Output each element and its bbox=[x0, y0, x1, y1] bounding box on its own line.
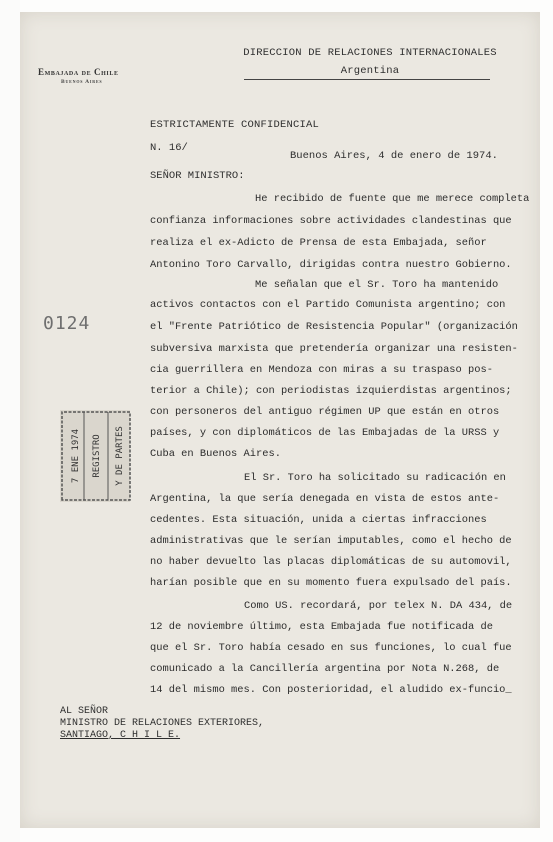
body-line: Me señalan que el Sr. Toro ha mantenido bbox=[255, 279, 499, 291]
body-line: terior a Chile); con periodistas izquierdistas argentinos; bbox=[150, 385, 512, 397]
body-line: con personeros del antiguo régimen UP que están en otros bbox=[150, 406, 500, 418]
body-line: confianza informaciones sobre actividades clandestinas que bbox=[150, 215, 512, 227]
stamp-text-date: 7 ENE 1974 bbox=[71, 428, 81, 484]
body-line: harían posible que en su momento fuera expulsado del país. bbox=[150, 577, 512, 589]
body-line: He recibido de fuente que me merece completa bbox=[255, 193, 530, 205]
letterhead-line-1: DIRECCION DE RELACIONES INTERNACIONALES bbox=[243, 47, 497, 59]
body-line: activos contactos con el Partido Comunista argentino; con bbox=[150, 299, 506, 311]
body-line: cedentes. Esta situación, unida a ciertas infracciones bbox=[150, 514, 487, 526]
body-line: países, y con diplomáticos de las Embajadas de la URSS y bbox=[150, 427, 500, 439]
page-margin bbox=[0, 0, 20, 842]
document-date: Buenos Aires, 4 de enero de 1974. bbox=[290, 150, 498, 162]
body-line: Cuba en Buenos Aires. bbox=[150, 448, 281, 460]
salutation: SEÑOR MINISTRO: bbox=[150, 170, 245, 182]
body-line: 14 del mismo mes. Con posterioridad, el aludido ex-funcio_ bbox=[150, 684, 512, 696]
stamp-text-parts: Y DE PARTES bbox=[115, 426, 125, 486]
embassy-name: Embajada de Chile bbox=[38, 67, 119, 77]
body-line: realiza el ex-Adicto de Prensa de esta Embajada, señor bbox=[150, 237, 487, 249]
letterhead-rule bbox=[244, 79, 490, 80]
body-line: Argentina, la que sería denegada en vista de estos ante- bbox=[150, 493, 500, 505]
address-line-2: MINISTRO DE RELACIONES EXTERIORES, bbox=[60, 718, 265, 729]
body-line: Como US. recordará, por telex N. DA 434, de bbox=[244, 600, 513, 612]
letterhead-line-2: Argentina bbox=[340, 65, 400, 77]
letterhead-right bbox=[240, 44, 500, 80]
classification: ESTRICTAMENTE CONFIDENCIAL bbox=[150, 119, 320, 131]
document-number: N. 16/ bbox=[150, 142, 188, 154]
body-line: cia guerrillera en Mendoza con miras a su traspaso pos- bbox=[150, 364, 493, 376]
address-block bbox=[60, 706, 264, 742]
body-line: subversiva marxista que pretendería organizar una resisten- bbox=[150, 343, 518, 355]
address-line-1: AL SEÑOR bbox=[60, 706, 109, 717]
receipt-stamp bbox=[58, 410, 134, 502]
body-line: que el Sr. Toro había cesado en sus funciones, lo cual fue bbox=[150, 642, 512, 654]
embassy-city: Buenos Aires bbox=[61, 79, 103, 85]
body-line: 12 de noviembre último, esta Embajada fue notificada de bbox=[150, 621, 493, 633]
body-line: comunicado a la Cancillería argentina por Nota N.268, de bbox=[150, 663, 500, 675]
address-line-3: SANTIAGO, C H I L E. bbox=[60, 730, 181, 741]
body-line: Antonino Toro Carvallo, dirigidas contra nuestro Gobierno. bbox=[150, 259, 512, 271]
body-line: no haber devuelto las placas diplomáticas de su automovil, bbox=[150, 556, 512, 568]
body-line: el "Frente Patriótico de Resistencia Popular" (organización bbox=[150, 321, 518, 333]
margin-number: 0124 bbox=[43, 313, 91, 334]
stamp-text-registry: REGISTRO bbox=[92, 434, 102, 478]
body-line: administrativas que le serían imputables, como el hecho de bbox=[150, 535, 512, 547]
body-line: El Sr. Toro ha solicitado su radicación en bbox=[244, 472, 506, 484]
